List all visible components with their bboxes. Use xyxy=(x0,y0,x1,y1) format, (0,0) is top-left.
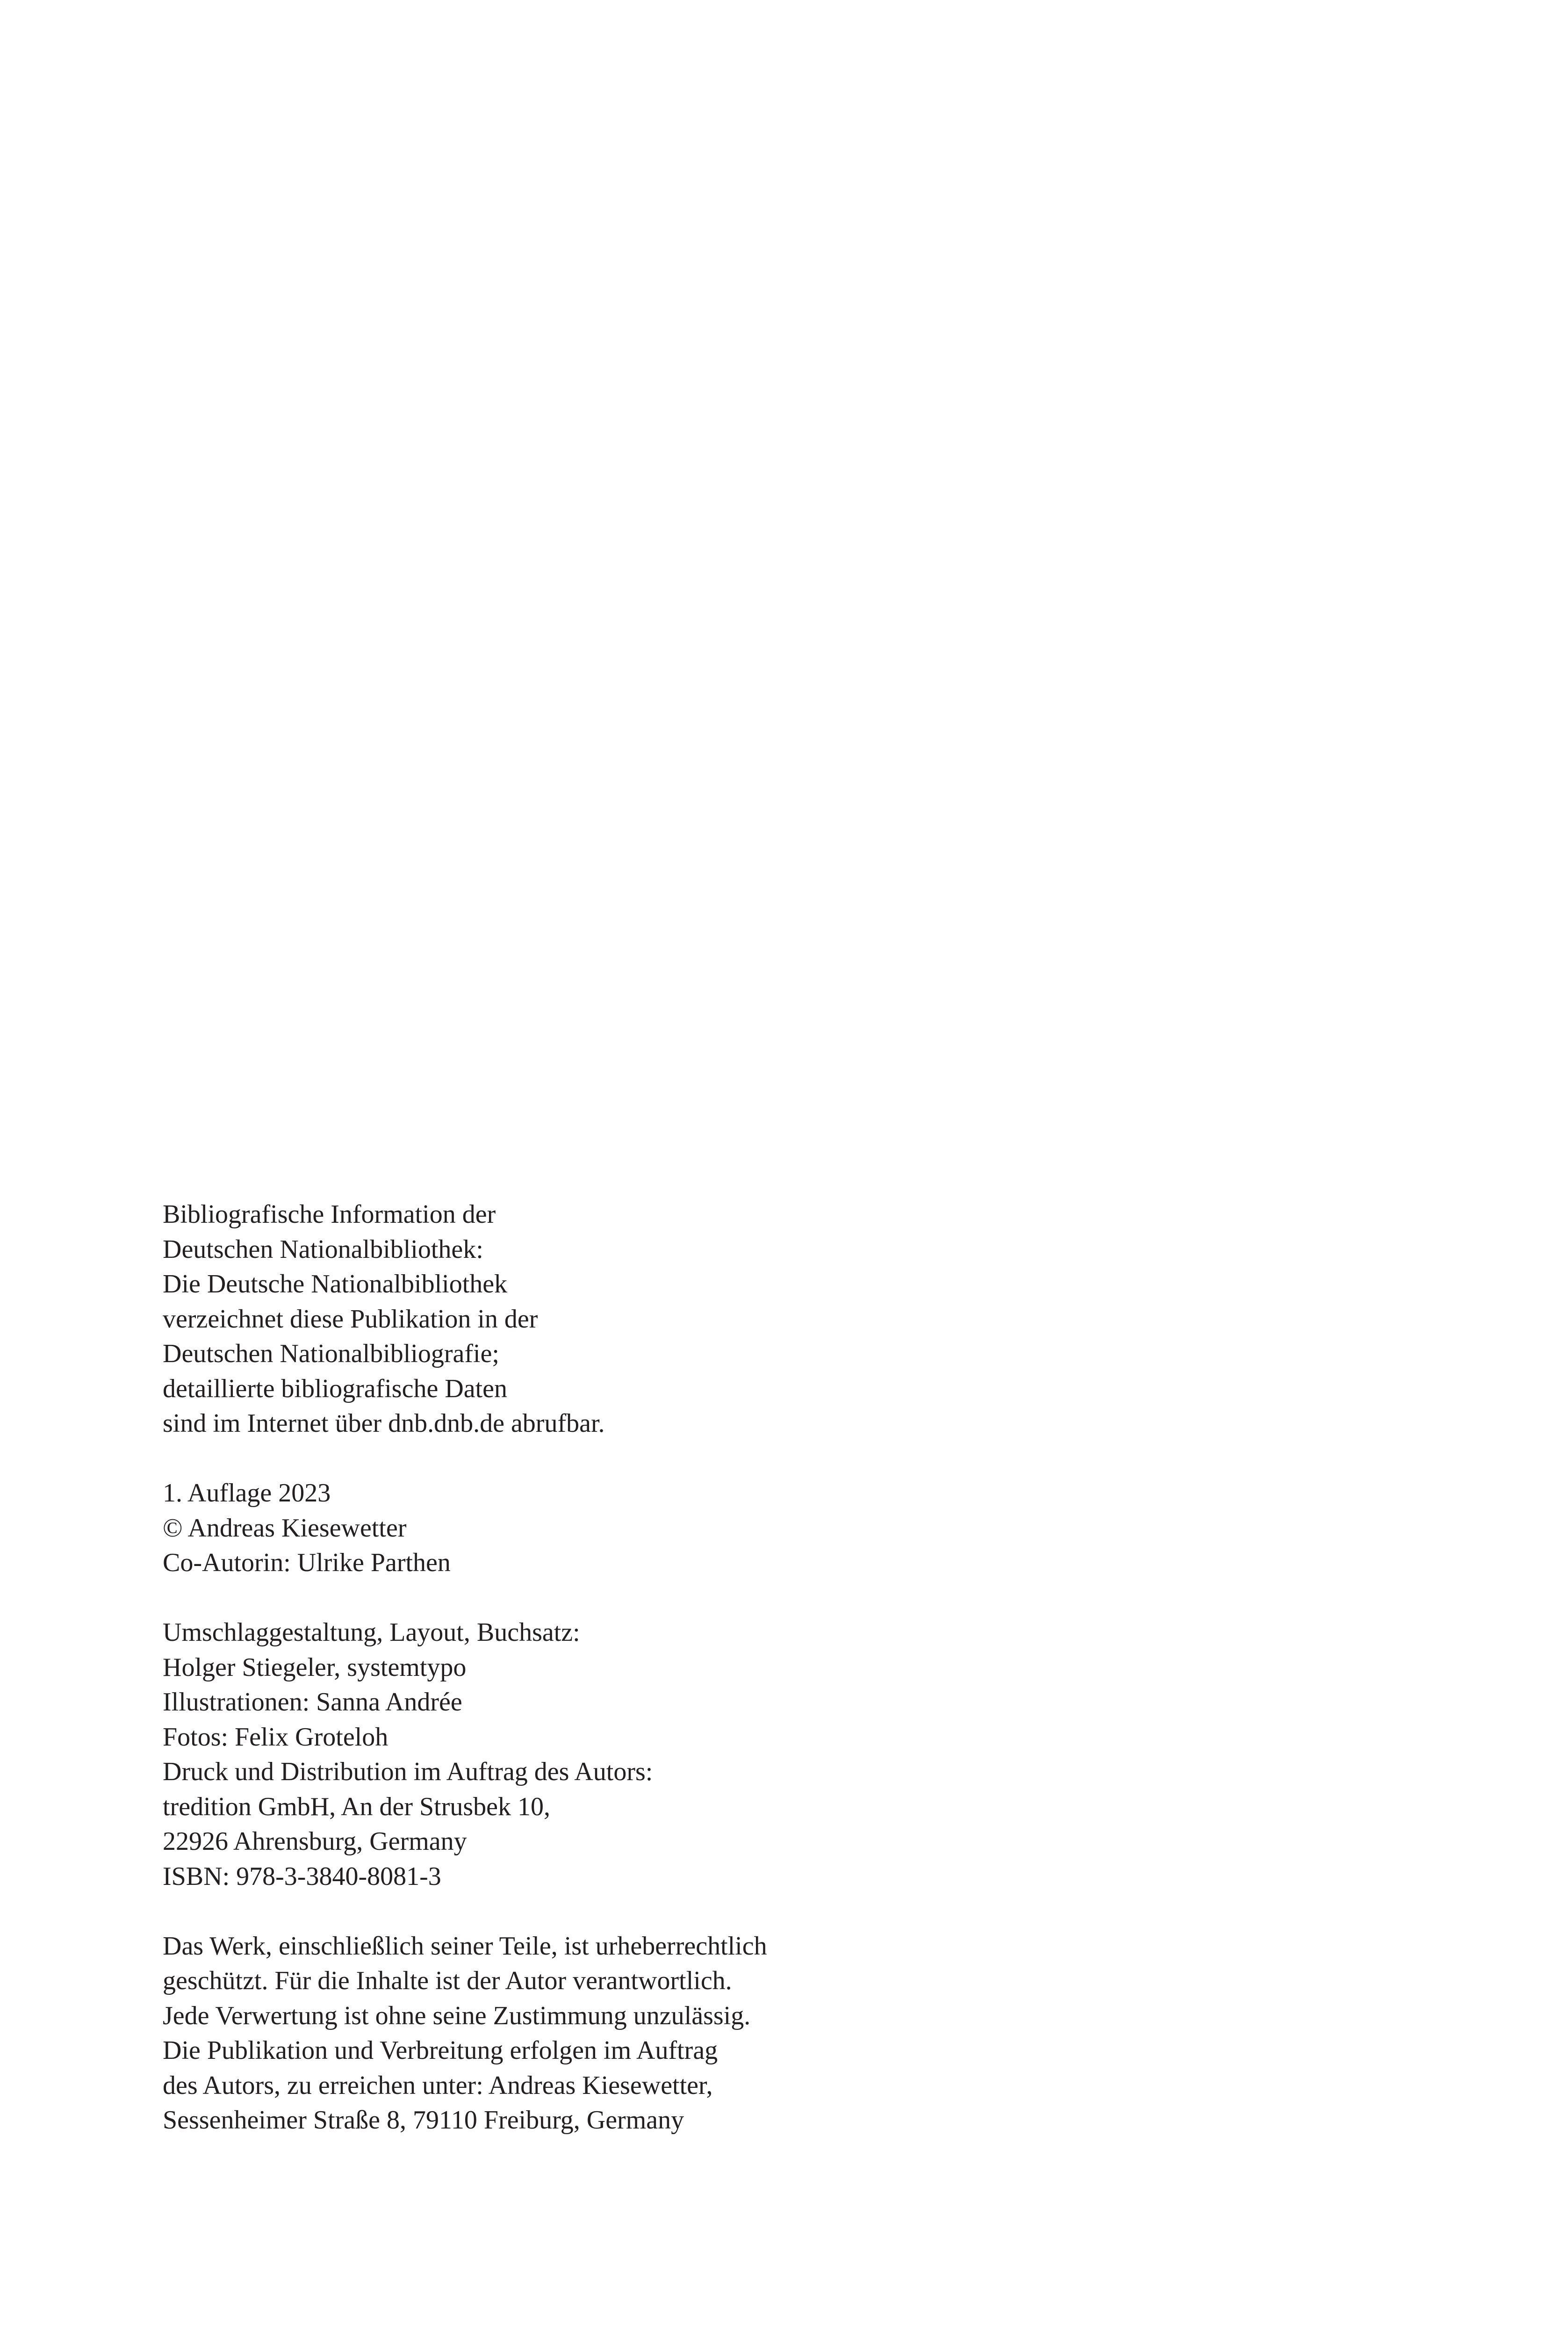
isbn-line: ISBN: 978-3-3840-8081-3 xyxy=(163,1862,441,1891)
legal-notice-line: Das Werk, einschließlich seiner Teile, ist urheberrechtlich xyxy=(163,1931,767,1961)
bibliographic-info-line: verzeichnet diese Publikation in der xyxy=(163,1304,538,1334)
credits-line: tredition GmbH, An der Strusbek 10, xyxy=(163,1792,551,1821)
credits-line: Illustrationen: Sanna Andrée xyxy=(163,1688,462,1717)
bibliographic-info-line: detaillierte bibliografische Daten xyxy=(163,1374,508,1403)
credits-line: Umschlaggestaltung, Layout, Buchsatz: xyxy=(163,1618,580,1647)
bibliographic-info-line: Die Deutsche Nationalbibliothek xyxy=(163,1270,508,1299)
co-author-line: Co-Autorin: Ulrike Parthen xyxy=(163,1548,451,1577)
bibliographic-info-line: Deutschen Nationalbibliografie; xyxy=(163,1339,499,1368)
credits xyxy=(163,1615,1098,1894)
credits-line: Druck und Distribution im Auftrag des Autors: xyxy=(163,1757,653,1786)
legal-notice-line: Sessenheimer Straße 8, 79110 Freiburg, Germany xyxy=(163,2106,684,2135)
bibliographic-info xyxy=(163,1197,1098,1441)
legal-notice-line: Jede Verwertung ist ohne seine Zustimmung unzulässig. xyxy=(163,2001,751,2030)
legal-notice-line: geschützt. Für die Inhalte ist der Autor verantwortlich. xyxy=(163,1966,732,1995)
copyright-line: © Andreas Kiesewetter xyxy=(163,1513,407,1543)
credits-line: Holger Stiegeler, systemtypo xyxy=(163,1652,467,1682)
legal-notice-line: Die Publikation und Verbreitung erfolgen im Auftrag xyxy=(163,2036,718,2065)
edition-copyright xyxy=(163,1476,1098,1580)
legal-notice-line: des Autors, zu erreichen unter: Andreas Kiesewetter, xyxy=(163,2071,713,2100)
imprint-text xyxy=(163,1197,1098,2138)
credits-line: Fotos: Felix Groteloh xyxy=(163,1722,388,1752)
legal-notice xyxy=(163,1929,1098,2138)
bibliographic-info-line: Deutschen Nationalbibliothek: xyxy=(163,1234,483,1264)
bibliographic-info-line: sind im Internet über dnb.dnb.de abrufbar. xyxy=(163,1409,605,1438)
edition-line: 1. Auflage 2023 xyxy=(163,1479,331,1508)
bibliographic-info-line: Bibliografische Information der xyxy=(163,1200,496,1229)
credits-line: 22926 Ahrensburg, Germany xyxy=(163,1827,467,1856)
